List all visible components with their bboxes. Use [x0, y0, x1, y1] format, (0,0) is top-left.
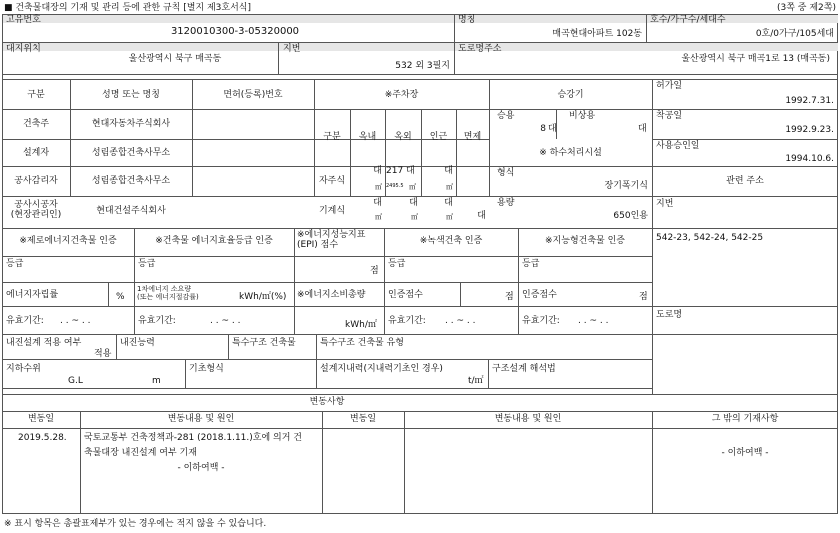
foundation-label: 기초형식 — [189, 364, 224, 374]
approve-date-label: 사용승인일 — [656, 141, 700, 151]
parking-kind-header: 구분 — [323, 132, 341, 142]
site-label: 대지위치 — [6, 44, 41, 54]
primary-energy-sub: (또는 에너지절감률) — [137, 293, 199, 301]
primary-energy-unit: kWh/㎡(%) — [239, 292, 287, 302]
seismic-label: 내진설계 적용 여부 — [6, 338, 82, 348]
elevator-title: 승강기 — [557, 90, 584, 100]
effic-valid-label: 유효기간: — [138, 316, 176, 326]
parking-self-out: 217 대 — [386, 166, 415, 176]
smart-valid-label: 유효기간: — [522, 316, 560, 326]
parking-mech-in-unit: ㎡ — [375, 213, 382, 221]
change-content-1b: 축물대장 내진설계 여부 기재 — [84, 448, 197, 458]
other-end-mark: - 이하여백 - — [721, 448, 769, 458]
form-title: ■ 건축물대장의 기재 및 관리 등에 관한 규칙 [별지 제3호서식] — [4, 3, 251, 13]
footer-note: ※ 표시 항목은 총괄표제부가 있는 경우에는 적지 않을 수 있습니다. — [4, 519, 267, 529]
parking-self-in-unit: ㎡ — [375, 183, 382, 191]
units-label: 호수/가구수/세대수 — [650, 15, 726, 25]
lot-value: 532 외 3필지 — [395, 61, 450, 71]
cert-zero: ※제로에너지건축물 인증 — [19, 236, 117, 246]
page-indicator: (3쪽 중 제2쪽) — [777, 3, 836, 13]
name-owner: 현대자동차주식회사 — [91, 119, 171, 129]
id-value: 3120010300-3-05320000 — [170, 26, 300, 37]
green-valid-label: 유효기간: — [388, 316, 426, 326]
green-valid-dots: . . ~ . . — [445, 316, 476, 326]
groundwater-label: 지하수위 — [6, 364, 41, 374]
consump-label: ※에너지소비총량 — [297, 290, 366, 300]
green-cert-score: 인증점수 — [388, 290, 423, 300]
role-owner: 건축주 — [22, 119, 50, 129]
smart-score-unit: 점 — [639, 292, 648, 302]
related-title: 관련 주소 — [726, 176, 764, 186]
parking-outdoor-header: 옥외 — [394, 132, 412, 142]
cert-green: ※녹색건축 인증 — [419, 236, 483, 246]
design-bearing-unit: t/㎡ — [468, 376, 484, 386]
special-type-label: 특수구조 건축물 유형 — [320, 338, 404, 348]
consump-unit: kWh/㎡ — [345, 320, 377, 330]
people-reg-header: 면허(등록)번호 — [223, 90, 283, 100]
role-supervisor: 공사감리자 — [14, 176, 58, 186]
name-builder: 현대건설주식회사 — [96, 206, 166, 216]
sewage-type-value: 장기폭기식 — [604, 181, 648, 191]
special-structure-label: 특수구조 건축물 — [232, 338, 296, 348]
role-designer: 설계자 — [22, 148, 50, 158]
parking-mech-out-unit: ㎡ — [411, 213, 418, 221]
role-builder: 공사시공자 — [14, 200, 58, 210]
parking-mech-label: 기계식 — [318, 206, 346, 216]
effic-grade-label: 등급 — [138, 259, 156, 269]
zero-valid-dots: . . ~ . . — [60, 316, 91, 326]
parking-mech-near: 대 — [444, 198, 453, 208]
related-road-label: 도로명 — [656, 310, 683, 320]
smart-grade-label: 등급 — [522, 259, 540, 269]
effic-valid-dots: . . ~ . . — [210, 316, 241, 326]
self-rate-pct: % — [116, 292, 125, 302]
road-value: 울산광역시 북구 매곡1로 13 (매곡동) — [681, 54, 830, 64]
parking-exempt-value: 대 — [477, 211, 486, 221]
parking-self-near: 대 — [444, 166, 453, 176]
primary-energy-label: 1차에너지 소요량 — [137, 285, 192, 293]
cert-smart: ※지능형건축물 인증 — [545, 236, 625, 246]
site-value: 울산광역시 북구 매곡동 — [128, 54, 222, 64]
groundwater-gl: G.L — [68, 376, 83, 386]
name-supervisor: 성림종합건축사무소 — [91, 176, 171, 186]
parking-mech-near-unit: ㎡ — [446, 213, 453, 221]
changes-title: 변동사항 — [309, 397, 345, 407]
changes-content-header: 변동내용 및 원인 — [167, 414, 235, 424]
green-grade-label: 등급 — [388, 259, 406, 269]
parking-exempt-header: 면제 — [463, 132, 482, 142]
name-label: 명칭 — [458, 15, 476, 25]
smart-valid-dots: . . ~ . . — [578, 316, 609, 326]
zero-grade-label: 등급 — [6, 259, 24, 269]
elevator-pass-value: 8 — [540, 124, 546, 134]
approve-date-value: 1994.10.6. — [785, 154, 834, 164]
parking-self-near-unit: ㎡ — [446, 183, 453, 191]
people-role-header: 구분 — [27, 90, 45, 100]
parking-mech-in: 대 — [373, 198, 382, 208]
related-lot-label: 지번 — [656, 199, 674, 209]
sewage-title: ※ 하수처리시설 — [539, 148, 602, 158]
changes-content-header-2: 변동내용 및 원인 — [494, 414, 562, 424]
start-date-value: 1992.9.23. — [785, 125, 834, 135]
epi-score-unit: 점 — [370, 266, 379, 276]
groundwater-unit: m — [152, 376, 161, 386]
id-label: 고유번호 — [6, 15, 41, 25]
change-content-1a: 국토교통부 건축정책과-281 (2018.1.11.)호에 의거 건 — [84, 433, 302, 443]
name-value: 매곡현대아파트 102동 — [552, 29, 642, 39]
elevator-emerg-unit: 대 — [638, 124, 647, 134]
sewage-type-label: 형식 — [497, 168, 515, 178]
lot-label: 지번 — [283, 44, 301, 54]
role-builder-sub: (현장관리인) — [10, 210, 62, 220]
cert-epi: ※에너지성능지표(EPI) 점수 — [297, 230, 366, 250]
parking-self-out-unit: ㎡ — [409, 183, 416, 191]
parking-self-out-area: 2495.5 — [386, 183, 404, 189]
elevator-emerg-label: 비상용 — [569, 111, 596, 121]
other-notes-header: 그 밖의 기재사항 — [711, 414, 779, 424]
elevator-pass-unit: 대 — [548, 124, 557, 134]
self-rate-label: 에너지자립률 — [6, 290, 59, 300]
change-end-mark: - 이하여백 - — [177, 463, 225, 473]
name-designer: 성림종합건축사무소 — [91, 148, 171, 158]
design-bearing-label: 설계지내력(지내력기초인 경우) — [320, 364, 443, 374]
changes-date-header: 변동일 — [27, 414, 55, 424]
seismic-capacity-label: 내진능력 — [120, 338, 155, 348]
parking-nearby-header: 인근 — [429, 132, 448, 142]
smart-cert-score: 인증점수 — [522, 290, 557, 300]
sewage-cap-value: 650인용 — [613, 211, 648, 221]
zero-valid-label: 유효기간: — [6, 316, 44, 326]
road-label: 도로명주소 — [458, 44, 502, 54]
seismic-value: 적용 — [94, 349, 112, 359]
parking-self-in: 대 — [373, 166, 382, 176]
analysis-method-label: 구조설계 해석법 — [492, 364, 556, 374]
change-date-1: 2019.5.28. — [18, 433, 67, 443]
parking-indoor-header: 옥내 — [358, 132, 377, 142]
green-score-unit: 점 — [505, 292, 514, 302]
permit-date-label: 허가일 — [656, 81, 683, 91]
parking-title: ※주차장 — [384, 90, 419, 100]
parking-self-label: 자주식 — [318, 176, 346, 186]
permit-date-value: 1992.7.31. — [785, 96, 834, 106]
units-value: 0호/0가구/105세대 — [755, 29, 834, 39]
related-lot-value: 542-23, 542-24, 542-25 — [656, 233, 764, 243]
sewage-cap-label: 용량 — [497, 198, 515, 208]
cert-effic: ※건축물 에너지효율등급 인증 — [155, 236, 273, 246]
parking-mech-out: 대 — [409, 198, 418, 208]
elevator-pass-label: 승용 — [497, 111, 515, 121]
start-date-label: 착공일 — [656, 111, 683, 121]
changes-date-header-2: 변동일 — [349, 414, 377, 424]
people-name-header: 성명 또는 명칭 — [102, 90, 160, 100]
